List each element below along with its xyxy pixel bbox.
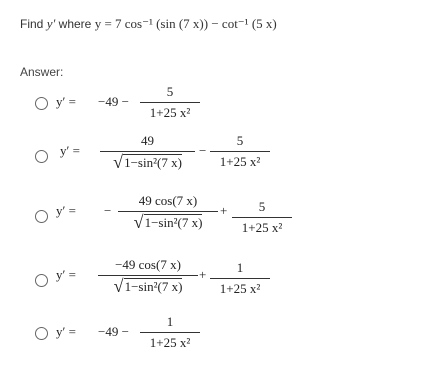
- fraction-bar: [232, 217, 292, 218]
- fraction-bar: [210, 151, 270, 152]
- answer-label: Answer:: [20, 65, 64, 79]
- option-1-denominator: 1+25 x²: [149, 105, 191, 120]
- option-5-numerator: 1: [166, 314, 174, 329]
- option-3-denominator-2: 1+25 x²: [241, 220, 283, 235]
- question-equation: y = 7 cos⁻¹ (sin (7 x)) − cot⁻¹ (5 x): [94, 16, 277, 31]
- option-2-numerator-1: 49: [141, 133, 154, 148]
- option-2-fraction-1: [100, 133, 195, 171]
- option-1[interactable]: [0, 84, 428, 128]
- option-4-operator: +: [199, 267, 207, 282]
- option-1-radio[interactable]: [35, 97, 48, 110]
- option-3-radio[interactable]: [35, 210, 48, 223]
- option-2[interactable]: [0, 133, 428, 183]
- option-2-radio[interactable]: [35, 150, 48, 163]
- fraction-bar: [140, 332, 200, 333]
- option-2-operator: −: [199, 143, 207, 158]
- option-4-denominator-1: [98, 278, 198, 295]
- option-2-denominator-1: [100, 154, 195, 171]
- option-3-numerator-2: 5: [258, 199, 266, 214]
- question-yprime: y′: [46, 16, 56, 31]
- fraction-bar: [140, 102, 200, 103]
- option-1-fraction: [140, 84, 200, 121]
- option-3[interactable]: [0, 193, 428, 243]
- question-text: [20, 16, 277, 32]
- option-3-fraction-1: [118, 193, 218, 231]
- option-3-lhs: y′ =: [56, 203, 76, 218]
- option-4-fraction-2: [210, 260, 270, 297]
- option-4[interactable]: [0, 257, 428, 307]
- option-4-numerator-1: −49 cos(7 x): [115, 257, 181, 272]
- option-4-numerator-2: 1: [236, 260, 244, 275]
- option-4-lhs: y′ =: [56, 267, 76, 282]
- question-prefix: Find: [20, 17, 44, 31]
- option-2-numerator-2: 5: [236, 133, 244, 148]
- option-3-numerator-1: 49 cos(7 x): [138, 193, 198, 208]
- option-4-denominator-2: 1+25 x²: [219, 281, 261, 296]
- option-3-fraction-2: [232, 199, 292, 236]
- sqrt-symbol: √ 1−sin²(7 x): [113, 276, 183, 296]
- option-1-lhs: y′ =: [56, 94, 76, 109]
- option-5-denominator: 1+25 x²: [149, 335, 191, 350]
- option-2-denominator-2: 1+25 x²: [219, 154, 261, 169]
- option-5-lhs: y′ =: [56, 324, 76, 339]
- question-where: where: [58, 17, 92, 31]
- option-5-lead: −49 −: [98, 324, 129, 339]
- option-3-lead: −: [104, 203, 112, 218]
- sqrt-symbol: √ 1−sin²(7 x): [133, 212, 203, 232]
- option-2-lhs: y′ =: [60, 143, 80, 158]
- fraction-bar: [210, 278, 270, 279]
- option-3-operator: +: [220, 203, 228, 218]
- option-1-lead: −49 −: [98, 94, 129, 109]
- option-1-numerator: 5: [166, 84, 174, 99]
- option-3-denominator-1: [118, 214, 218, 231]
- sqrt-symbol: √ 1−sin²(7 x): [113, 152, 182, 172]
- option-4-radio[interactable]: [35, 274, 48, 287]
- option-5-fraction: [140, 314, 200, 351]
- option-5[interactable]: [0, 314, 428, 358]
- option-5-radio[interactable]: [35, 327, 48, 340]
- option-4-fraction-1: [98, 257, 198, 295]
- option-2-fraction-2: [210, 133, 270, 170]
